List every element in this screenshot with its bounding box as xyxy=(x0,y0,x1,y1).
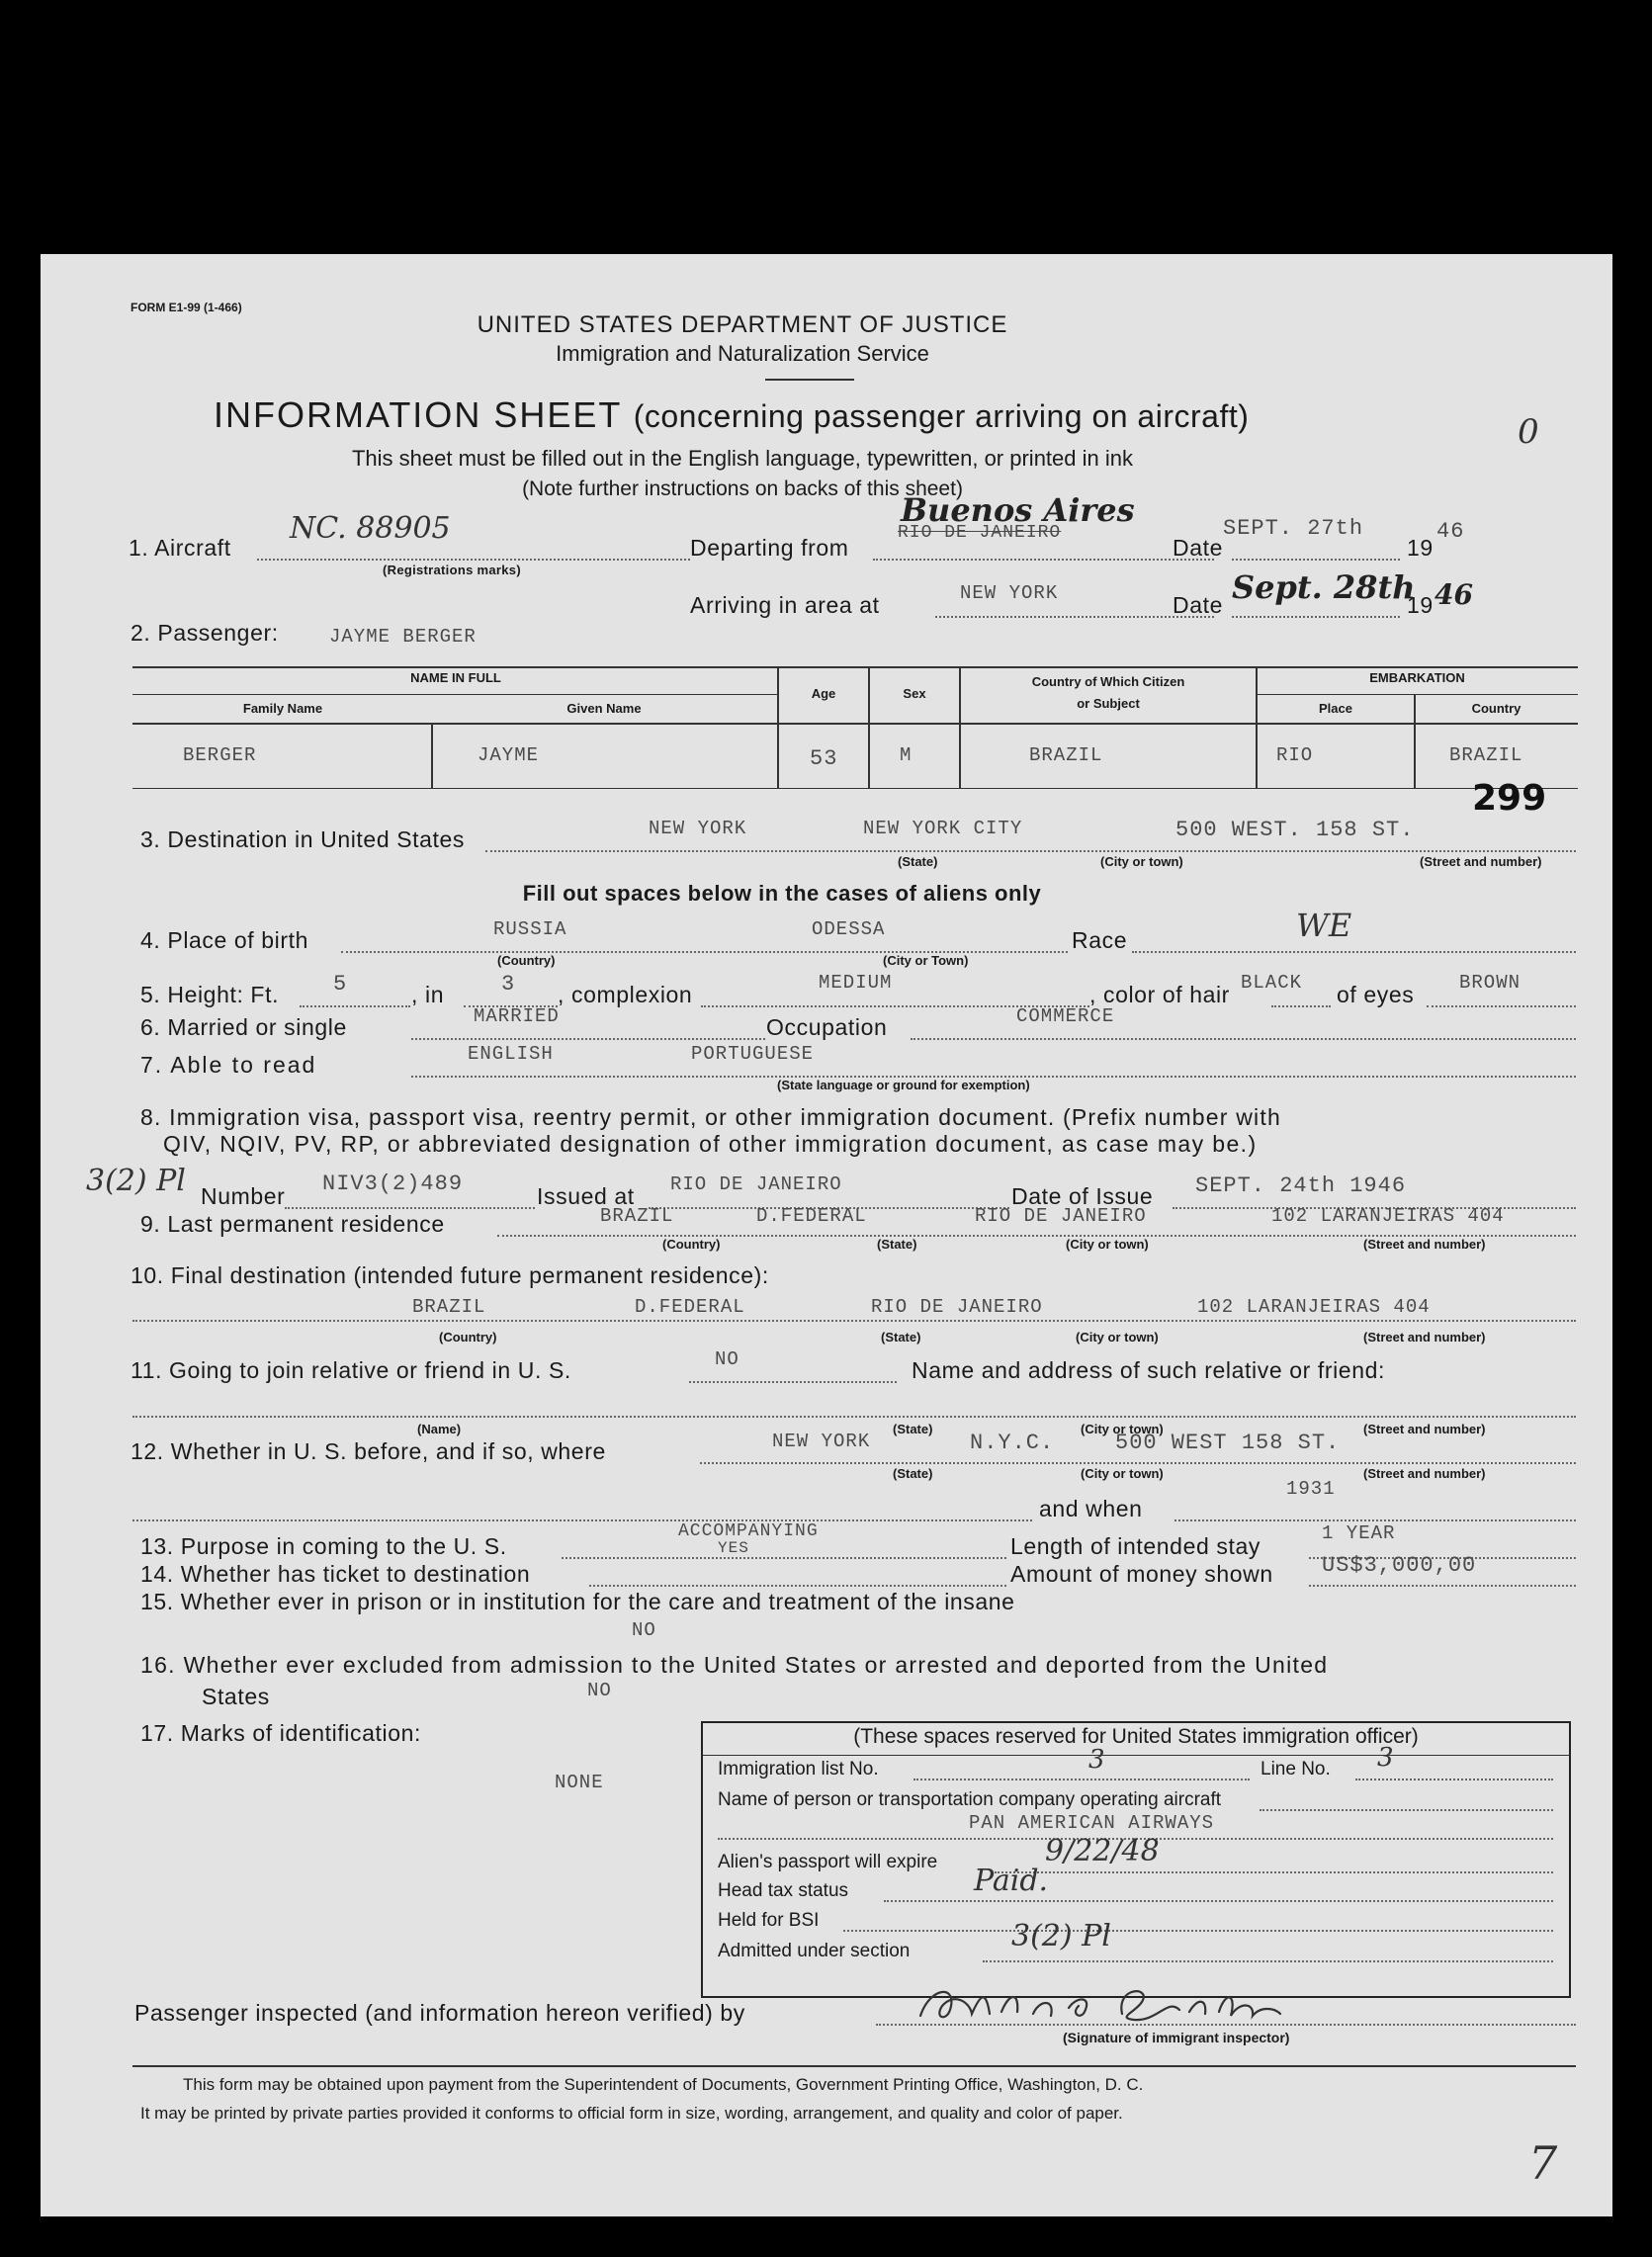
cap-state: (State) xyxy=(893,1422,933,1436)
issued-label: Issued at xyxy=(537,1183,635,1209)
visa-number: NIV3(2)489 xyxy=(322,1172,464,1196)
excluded-value: NO xyxy=(587,1680,612,1701)
line-label: Line No. xyxy=(1261,1759,1331,1780)
eyes-label: of eyes xyxy=(1337,982,1415,1007)
height-in: 3 xyxy=(501,972,516,997)
headtax-label: Head tax status xyxy=(718,1880,849,1901)
table-header-rule xyxy=(132,723,1578,725)
form-title: INFORMATION SHEET (concerning passenger arriving on aircraft) xyxy=(214,394,1250,435)
join-value: NO xyxy=(715,1348,739,1370)
col-divider xyxy=(431,723,433,788)
line-no: 3 xyxy=(1377,1743,1394,1773)
list-label: Immigration list No. xyxy=(718,1759,879,1780)
final-city: RIO DE JANEIRO xyxy=(871,1296,1043,1318)
departing-typed: RIO DE JANEIRO xyxy=(898,523,1062,543)
complexion-label: , complexion xyxy=(558,982,693,1007)
last-country: BRAZIL xyxy=(600,1205,674,1227)
embark-sub-rule xyxy=(1257,694,1578,695)
visa-margin-note: 3(2) Pl xyxy=(86,1164,186,1198)
dest-city: NEW YORK CITY xyxy=(863,818,1023,839)
ticket-value: YES xyxy=(718,1539,749,1557)
cap-city: (City or town) xyxy=(1076,1330,1159,1345)
departing-handwritten: Buenos Aires xyxy=(901,491,1135,529)
list-line xyxy=(913,1779,1250,1780)
visa-number-label: Number xyxy=(201,1183,286,1209)
excluded-line-2: States xyxy=(202,1684,270,1709)
headtax-line xyxy=(884,1900,1553,1902)
cap-city: (City or town) xyxy=(1066,1237,1149,1252)
cap-street: (Street and number) xyxy=(1363,1466,1486,1481)
instruction-1: This sheet must be filled out in the English language, typewritten, or printed in ink xyxy=(351,446,1133,471)
money-value: US$3,000,00 xyxy=(1322,1553,1477,1578)
issue-date: SEPT. 24th 1946 xyxy=(1195,1173,1407,1198)
bsi-label: Held for BSI xyxy=(718,1910,820,1931)
aliens-heading: Fill out spaces below in the cases of aliens only xyxy=(522,881,1042,906)
cell-family: BERGER xyxy=(183,744,257,766)
visa-line-1: 8. Immigration visa, passport visa, reentry permit, or other immigration document. (Prefix number with xyxy=(140,1104,1281,1130)
dep-date-line xyxy=(1232,559,1400,561)
marks-value: NONE xyxy=(555,1772,604,1793)
col-divider xyxy=(1256,666,1258,788)
cap-country: (Country) xyxy=(439,1330,497,1345)
last-city: RIO DE JANEIRO xyxy=(975,1205,1147,1227)
reg-caption: (Registrations marks) xyxy=(383,563,521,577)
instruction-2: (Note further instructions on backs of this sheet) xyxy=(522,477,963,500)
final-street: 102 LARANJEIRAS 404 xyxy=(1197,1296,1431,1318)
dep-date-label: Date xyxy=(1173,535,1223,561)
passport-label: Alien's passport will expire xyxy=(718,1852,938,1872)
table-top-rule xyxy=(132,666,1578,668)
cap-state: (State) xyxy=(898,854,938,869)
col-divider xyxy=(777,666,779,788)
purpose-line xyxy=(562,1557,1006,1559)
aircraft-label: 1. Aircraft xyxy=(129,535,231,561)
section-line xyxy=(983,1960,1553,1962)
final-dest-line xyxy=(132,1320,1576,1322)
when-label: and when xyxy=(1039,1496,1143,1521)
section-label: Admitted under section xyxy=(718,1941,911,1961)
cap-name: (Name) xyxy=(417,1422,462,1436)
visa-line-2: QIV, NQIV, PV, RP, or abbreviated designation of other immigration document, as case may be.) xyxy=(163,1131,1258,1157)
passenger-value: JAYME BERGER xyxy=(329,626,477,648)
cell-sex: M xyxy=(900,744,913,766)
money-label: Amount of money shown xyxy=(1010,1561,1273,1587)
name-sub-rule xyxy=(132,694,778,695)
race-label: Race xyxy=(1072,927,1128,953)
footer-line-1: This form may be obtained upon payment from the Superintendent of Documents, Government Printing Office, Washington, D. C. xyxy=(183,2075,1144,2094)
header-rule xyxy=(765,379,854,381)
age-header: Age xyxy=(811,686,836,701)
operator-line-1 xyxy=(1260,1809,1553,1811)
join-line xyxy=(689,1381,897,1383)
cap-city: (City or town) xyxy=(1100,854,1183,869)
hair-line xyxy=(1271,1005,1331,1007)
ticket-line xyxy=(589,1585,1006,1587)
cap-street: (Street and number) xyxy=(1363,1330,1486,1345)
cap-country: (Country) xyxy=(662,1237,721,1252)
page-mark: 7 xyxy=(1528,2136,1558,2190)
name-in-full: NAME IN FULL xyxy=(410,670,501,685)
bsi-line xyxy=(843,1930,1553,1932)
cap-street: (Street and number) xyxy=(1363,1422,1486,1436)
dep-year: 46 xyxy=(1436,519,1465,544)
relative-label: Name and address of such relative or friend: xyxy=(912,1357,1385,1383)
departing-line xyxy=(873,559,1214,561)
stay-value: 1 YEAR xyxy=(1322,1522,1396,1544)
family-name-header: Family Name xyxy=(242,701,323,716)
last-street: 102 LARANJEIRAS 404 xyxy=(1271,1205,1505,1227)
issue-date-label: Date of Issue xyxy=(1011,1183,1154,1209)
table-bottom-rule xyxy=(132,788,1578,789)
read-label: 7. Able to read xyxy=(140,1052,317,1078)
departing-label: Departing from xyxy=(690,535,849,561)
height-in-label: , in xyxy=(411,982,445,1007)
section-value: 3(2) Pl xyxy=(1011,1919,1111,1953)
cell-citizen: BRAZIL xyxy=(1029,744,1103,766)
race-line xyxy=(1132,951,1576,953)
hair-label: , color of hair xyxy=(1089,982,1230,1007)
prison-label: 15. Whether ever in prison or in institution for the care and treatment of the insane xyxy=(140,1589,1015,1614)
arr-date: Sept. 28th xyxy=(1232,568,1416,606)
occupation-line xyxy=(911,1038,1576,1040)
occupation-value: COMMERCE xyxy=(1016,1005,1115,1027)
married-line xyxy=(411,1038,765,1040)
final-dest-label: 10. Final destination (intended future permanent residence): xyxy=(130,1262,769,1288)
cap-street: (Street and number) xyxy=(1420,854,1542,869)
arriving-value: NEW YORK xyxy=(960,582,1059,604)
stamp-number: 299 xyxy=(1472,778,1547,819)
sex-header: Sex xyxy=(903,686,926,701)
headtax-value: Paid. xyxy=(974,1864,1049,1898)
officer-heading-rule xyxy=(703,1755,1569,1756)
arr-year-prefix: 19 xyxy=(1407,592,1434,618)
cap-street: (Street and number) xyxy=(1363,1237,1486,1252)
service-heading: Immigration and Naturalization Service xyxy=(556,341,929,366)
final-state: D.FEDERAL xyxy=(635,1296,745,1318)
before-year: 1931 xyxy=(1286,1478,1336,1500)
relative-line xyxy=(132,1416,1576,1418)
issued-at: RIO DE JANEIRO xyxy=(670,1173,842,1195)
subject-header: or Subject xyxy=(1077,696,1140,711)
passenger-label: 2. Passenger: xyxy=(130,620,279,646)
cap-town: (City or Town) xyxy=(883,953,969,968)
money-line xyxy=(1309,1585,1576,1587)
when-line xyxy=(1174,1519,1576,1521)
cap-city: (City or town) xyxy=(1081,1422,1164,1436)
birth-label: 4. Place of birth xyxy=(140,927,309,953)
read-lang-1: ENGLISH xyxy=(468,1043,554,1065)
before-line xyxy=(700,1462,1576,1464)
birth-city: ODESSA xyxy=(812,918,886,940)
prison-value: NO xyxy=(632,1619,656,1641)
given-name-header: Given Name xyxy=(566,701,642,716)
place-header: Place xyxy=(1319,701,1352,716)
form-number: FORM E1-99 (1-466) xyxy=(130,301,242,314)
ticket-label: 14. Whether has ticket to destination xyxy=(140,1561,531,1587)
cap-state: (State) xyxy=(893,1466,933,1481)
footer-rule xyxy=(132,2065,1576,2067)
arr-date-label: Date xyxy=(1173,592,1223,618)
before-label: 12. Whether in U. S. before, and if so, where xyxy=(130,1438,606,1464)
information-sheet xyxy=(41,254,1612,2216)
list-no: 3 xyxy=(1088,1745,1105,1775)
hair-value: BLACK xyxy=(1241,972,1303,994)
destination-line xyxy=(485,850,1576,852)
purpose-label: 13. Purpose in coming to the U. S. xyxy=(140,1533,507,1559)
race-value: WE xyxy=(1296,907,1352,944)
destination-label: 3. Destination in United States xyxy=(140,826,465,852)
cell-embark-country: BRAZIL xyxy=(1449,744,1523,766)
arriving-label: Arriving in area at xyxy=(690,592,880,618)
occupation-label: Occupation xyxy=(766,1014,888,1040)
citizen-header: Country of Which Citizen xyxy=(1031,674,1185,689)
stay-label: Length of intended stay xyxy=(1010,1533,1261,1559)
arr-date-line xyxy=(1232,616,1400,618)
height-label: 5. Height: Ft. xyxy=(140,982,280,1007)
excluded-line-1: 16. Whether ever excluded from admission to the United States or arrested and deported from the United xyxy=(140,1652,1329,1678)
birth-country: RUSSIA xyxy=(493,918,567,940)
height-ft-line xyxy=(300,1005,410,1007)
dep-date: SEPT. 27th xyxy=(1223,516,1364,541)
dep-year-prefix: 19 xyxy=(1407,535,1434,561)
country-header: Country xyxy=(1471,701,1522,716)
marks-label: 17. Marks of identification: xyxy=(140,1720,421,1746)
line-line xyxy=(1355,1779,1553,1780)
officer-heading: (These spaces reserved for United States immigration officer) xyxy=(853,1725,1419,1748)
married-value: MARRIED xyxy=(474,1005,560,1027)
passport-line xyxy=(995,1871,1553,1873)
inspector-signature xyxy=(911,1978,1286,2028)
complexion-value: MEDIUM xyxy=(819,972,893,994)
last-state: D.FEDERAL xyxy=(756,1205,867,1227)
operator-label: Name of person or transportation company operating aircraft xyxy=(718,1789,1222,1810)
operator-value: PAN AMERICAN AIRWAYS xyxy=(969,1812,1215,1834)
margin-mark: 0 xyxy=(1518,412,1539,452)
before-street: 500 WEST 158 ST. xyxy=(1115,1431,1341,1455)
dept-heading: UNITED STATES DEPARTMENT OF JUSTICE xyxy=(477,311,1008,338)
col-divider xyxy=(959,666,961,788)
col-divider xyxy=(1414,694,1416,788)
cell-given: JAYME xyxy=(478,744,540,766)
purpose-value: ACCOMPANYING xyxy=(678,1521,819,1541)
eyes-value: BROWN xyxy=(1459,972,1522,994)
col-divider xyxy=(868,666,870,788)
eyes-line xyxy=(1427,1005,1576,1007)
final-country: BRAZIL xyxy=(412,1296,486,1318)
aircraft-line xyxy=(257,559,690,561)
embarkation-header: EMBARKATION xyxy=(1369,670,1465,685)
read-lang-2: PORTUGUESE xyxy=(691,1043,815,1065)
inspected-label: Passenger inspected (and information hereon verified) by xyxy=(134,2000,745,2026)
signature-caption: (Signature of immigrant inspector) xyxy=(1063,2030,1290,2045)
last-residence-label: 9. Last permanent residence xyxy=(140,1211,445,1237)
cap-state: (State) xyxy=(877,1237,917,1252)
when-left-line xyxy=(132,1519,1032,1521)
read-caption: (State language or ground for exemption) xyxy=(777,1078,1030,1092)
passport-expiry: 9/22/48 xyxy=(1045,1834,1160,1868)
aircraft-value: NC. 88905 xyxy=(290,511,451,546)
dest-street: 500 WEST. 158 ST. xyxy=(1175,818,1415,842)
footer-line-2: It may be printed by private parties provided it conforms to official form in size, wording, arrangement, and quality and color of paper. xyxy=(140,2104,1123,2123)
cap-city: (City or town) xyxy=(1081,1466,1164,1481)
arr-year: 46 xyxy=(1435,578,1473,611)
height-ft: 5 xyxy=(333,972,348,997)
cell-age: 53 xyxy=(810,746,838,771)
join-label: 11. Going to join relative or friend in U. S. xyxy=(130,1357,571,1383)
visa-number-line xyxy=(285,1207,535,1209)
cap-state: (State) xyxy=(881,1330,921,1345)
before-state: NEW YORK xyxy=(772,1431,871,1452)
married-label: 6. Married or single xyxy=(140,1014,347,1040)
dest-state: NEW YORK xyxy=(649,818,747,839)
cell-embark-place: RIO xyxy=(1276,744,1314,766)
cap-country: (Country) xyxy=(497,953,556,968)
before-city: N.Y.C. xyxy=(970,1431,1055,1455)
